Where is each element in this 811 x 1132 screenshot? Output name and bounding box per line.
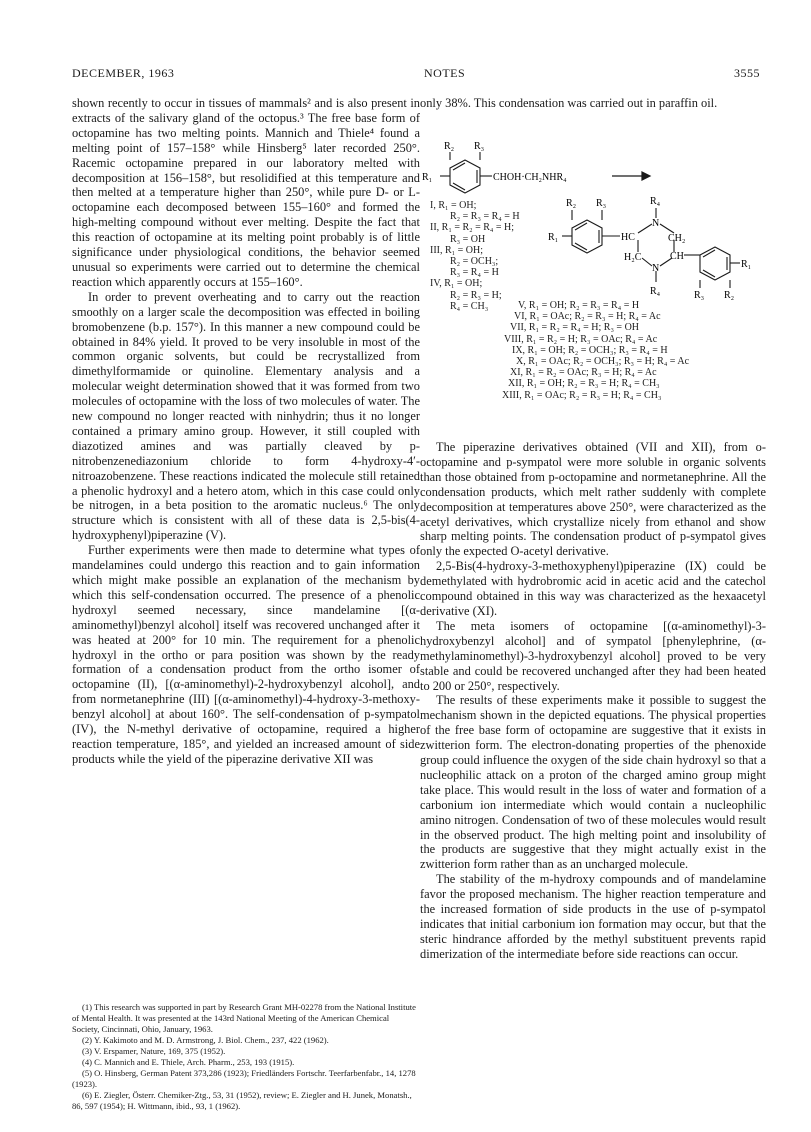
definition-line: III, R₁ = OH; xyxy=(430,244,484,256)
label-r4-top: R₄ xyxy=(650,196,661,207)
definition-line: IV, R₁ = OH; xyxy=(430,278,483,290)
running-header-section: NOTES xyxy=(424,66,466,80)
product-line: XI, R₁ = R₂ = OAc; R₃ = H; R₄ = Ac xyxy=(510,367,657,379)
definition-line: R₂ = R₃ = H; xyxy=(450,289,502,301)
definition-line: R₂ = R₃ = R₄ = H xyxy=(450,211,520,223)
footnote: (2) Y. Kakimoto and M. D. Armstrong, J. Biol. Chem., 237, 422 (1962). xyxy=(82,1035,329,1045)
benzene-ring-product-right xyxy=(700,247,740,288)
definition-line: R₃ = OH xyxy=(450,233,486,245)
running-header-date: DECEMBER, 1963 xyxy=(72,66,175,80)
product-line: XII, R₁ = OH; R₂ = R₃ = H; R₄ = CH₃ xyxy=(508,378,660,390)
paragraph: only 38%. This condensation was carried out in paraffin oil. xyxy=(420,96,718,110)
paragraph: The results of these experiments make it possible to suggest the mechanism shown in the depicted equations. The physical properties of the free base form of octopamine are suggestive that it exists in zwitterion form. The electron-donating properties of the phenoxide group could influence the oxygen of the side chain hydroxyl so that a nucleophilic attack on a proton of the charged amino group might take place. This would result in the loss of water and formation of a carbonium ion intermediate which would contain a nucleophilic amino nitrogen. Condensation of two of these molecules would result in the observed product. The high melting point and insolubility of the products are suggestive that they might actually exist in the zwitterion form rather than as an uncharged molecule. xyxy=(420,693,766,872)
piperazine-ring xyxy=(638,208,700,282)
footnote: (4) C. Mannich and E. Thiele, Arch. Pharm., 253, 193 (1915). xyxy=(82,1057,295,1067)
definition-line: R₃ = R₄ = H xyxy=(450,267,499,279)
definition-line: II, R₁ = R₂ = R₄ = H; xyxy=(430,222,515,234)
footnote: (5) O. Hinsberg, German Patent 373,286 (1923); Friedländers Fortschr. Teerfarbenfabr., 14, 1278 (1923). xyxy=(72,1068,416,1089)
product-line: IX, R₁ = OH; R₂ = OCH₃; R₃ = R₄ = H xyxy=(512,344,668,356)
product-definitions xyxy=(496,300,766,401)
right-column-top xyxy=(420,96,766,111)
starting-material-definitions xyxy=(430,200,560,312)
label-r1: R₁ xyxy=(422,172,433,183)
page-number: 3555 xyxy=(734,66,760,80)
label-r2: R₂ xyxy=(444,141,455,152)
product-line: X, R₁ = OAc; R₂ = OCH₃; R₃ = H; R₄ = Ac xyxy=(516,356,690,368)
footnote: (1) This research was supported in part by Research Grant MH-02278 from the National Institute of Mental Health. It was presented at the 143rd National Meeting of the American Chemical Society, Cincinnati, Ohio, January, 1963. xyxy=(72,1002,416,1034)
definition-line: R₄ = CH₃ xyxy=(450,300,489,312)
product-label-r1-right: R₁ xyxy=(741,259,752,270)
footnote: (3) V. Erspamer, Nature, 169, 375 (1952). xyxy=(82,1046,226,1056)
label-n-top: N xyxy=(652,218,660,229)
label-hc: HC xyxy=(621,232,635,243)
label-r4-bottom: R₄ xyxy=(650,286,661,297)
side-chain-label: CHOH·CH₂NHR₄ xyxy=(493,172,567,183)
benzene-ring-product-left xyxy=(562,210,620,253)
reaction-arrow xyxy=(612,172,650,180)
paragraph: Further experiments were then made to determine what types of mandelamines could undergo this reaction and to gain information which might make possible an explanation of the mechanism by which this self-condensation occurred. The presence of a phenolic hydroxyl seemed necessary, since mandelamine [(α-aminomethyl)benzyl alcohol] itself was recovered unchanged after it was heated at 200° for 10 min. The requirement for a phenolic hydroxyl in the ortho or para position was shown by the ready formation of a condensation product from the ortho isomer of octopamine (II), [(α-aminomethyl)-2-hydroxybenzyl alcohol], and from normetanephrine (III) [(α-aminomethyl)-4-hydroxy-3-methoxy-benzyl alcohol] at about 160°. The self-condensation of p-sympatol (IV), the N-methyl derivative of octopamine, required a higher reaction temperature, 185°, and yielded an increased amount of side products while the yield of the piperazine derivative XII was xyxy=(72,543,420,766)
reaction-scheme xyxy=(420,138,766,438)
paragraph: In order to prevent overheating and to carry out the reaction smoothly on a larger scale the decomposition was effected in boiling bromobenzene (b.p. 157°). In this manner a new compound could be obtained in 84% yield. It proved to be very insoluble in most of the common organic solvents, but could be recrystallized from dimethylformamide or quinoline. Elementary analysis and a molecular weight determination showed that it was formed from two molecules of octopamine with the loss of two molecules of water. The new compound no longer reacted with ninhydrin; thus it no longer contained a primary amino group. However, it still coupled with diazotized amines and was partially cleaved by p-nitrobenzenediazonium chloride to form 4-hydroxy-4′-nitroazobenzene. These reactions indicated the molecule still retained a phenolic hydroxyl and a hetero atom, which in this case could only be nitrogen, in a beta position to the aromatic nucleus.⁶ The only structure which is consistent with all of these data is 2,5-bis(4-hydroxyphenyl)piperazine (V). xyxy=(72,289,420,543)
footnotes xyxy=(72,1002,418,1112)
product-label-r2: R₂ xyxy=(566,198,577,209)
product-line: VI, R₁ = OAc; R₂ = R₃ = H; R₄ = Ac xyxy=(514,311,661,323)
paragraph: shown recently to occur in tissues of mammals² and is also present in extracts of the salivary gland of the octopus.³ The free base form of octopamine has two melting points. Mannich and Thiele⁴ found a melting point of 157–158° while Hinsberg⁵ later recorded 250°. Racemic octopamine prepared in our laboratory melted with decomposition at 156–158°, but resolidified at this temperature and then melted at a temperature higher than 250°, while pure D- or L-octopamine each decomposed between 155–160° and formed the high-melting compound without ever melting. Despite the fact that this reaction of octopamine at its melting point probably is of little significance under physiological conditions, the behavior seemed unusual so experiments were carried out to determine the chemical reaction which apparently occurs at 155–160°. xyxy=(72,96,420,289)
product-line: VII, R₁ = R₂ = R₄ = H; R₃ = OH xyxy=(510,322,640,334)
definition-line: I, R₁ = OH; xyxy=(430,200,477,211)
label-ch: CH xyxy=(670,251,684,262)
product-label-r3-right: R₃ xyxy=(694,290,705,301)
benzene-ring-starting-material xyxy=(440,152,492,193)
product-line: V, R₁ = OH; R₂ = R₃ = R₄ = H xyxy=(518,300,640,311)
label-h2c: H₂C xyxy=(624,252,642,263)
definition-line: R₂ = OCH₃; xyxy=(450,256,499,268)
product-label-r1: R₁ xyxy=(548,232,559,243)
product-line: VIII, R₁ = R₂ = H; R₃ = OAc; R₄ = Ac xyxy=(504,333,658,345)
footnote: (6) E. Ziegler, Österr. Chemiker-Ztg., 53, 31 (1952), review; E. Ziegler and H. Junek, Monatsh., 86, 597 (1954); H. Wittmann, ibid., 93, 1 (1962). xyxy=(72,1090,412,1111)
label-n-bottom: N xyxy=(652,263,660,274)
product-line: XIII, R₁ = OAc; R₂ = R₃ = H; R₄ = CH₃ xyxy=(502,389,662,401)
paragraph: The meta isomers of octopamine [(α-aminomethyl)-3-hydroxybenzyl alcohol] and of sympatol [phenylephrine, (α-methylaminomethyl)-3-hydroxybenzyl alcohol] proved to be very stable and could be recovered unchanged after they had been heated to 200 or 250°, respectively. xyxy=(420,618,766,693)
left-column xyxy=(72,96,420,767)
label-r3: R₃ xyxy=(474,141,485,152)
paragraph: The piperazine derivatives obtained (VII and XII), from o-octopamine and p-sympatol were more soluble in organic solvents than those obtained from p-octopamine and normetanephrine. All the condensation products, which melt rather suddenly with complete decomposition at temperatures above 250°, were characterized as the acetyl derivatives, which crystallize nicely from ethanol and show sharp melting points. The condensation product of p-sympatol gives only the expected O-acetyl derivative. xyxy=(420,440,766,559)
right-column xyxy=(420,440,766,962)
paragraph: The stability of the m-hydroxy compounds and of mandelamine favor the proposed mechanism. The higher reaction temperature and the increased formation of side products in the use of p-sympatol indicates that initial carbonium ion formation may occur, but that the steric hindrance afforded by the methyl substituent prevents rapid dimerization of the intermediate before side reactions can occur. xyxy=(420,872,766,961)
product-label-r3: R₃ xyxy=(596,198,607,209)
paragraph: 2,5-Bis(4-hydroxy-3-methoxyphenyl)piperazine (IX) could be demethylated with hydrobromic acid in acetic acid and the catechol compound obtained in this way was characterized as the hexaacetyl derivative (XI). xyxy=(420,559,766,618)
product-label-r2-right: R₂ xyxy=(724,290,735,301)
label-ch2: CH₂ xyxy=(668,233,686,244)
